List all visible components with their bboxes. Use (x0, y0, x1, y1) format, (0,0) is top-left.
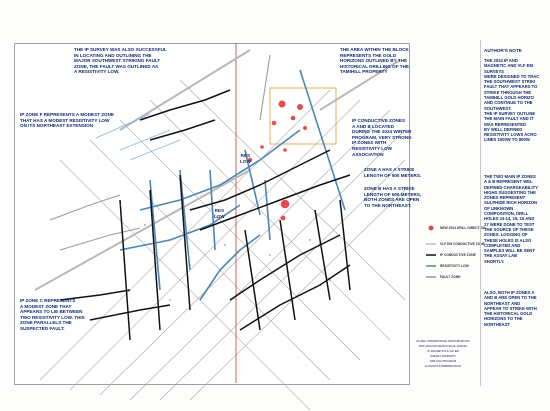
legend-item-vlf: VLF EM CONDUCTIVE ZONE (440, 242, 485, 246)
note-zones-ab: IP CONDUCTIVE ZONES A AND B LOCATED DURING THE 2024 WINTER PROGRAM, VERY STRONG IP ZONES WITH RESISTIVITY LOW ASSOCIATION (352, 118, 412, 157)
legend-symbols (426, 226, 436, 278)
legend-item-drill: NEW 2024 DRILL DIRECTION (440, 226, 486, 230)
authors-note-title: AUTHOR'S NOTE (484, 48, 522, 53)
station-dots (119, 204, 330, 300)
authors-note-panel (480, 40, 547, 386)
survey-lines (40, 80, 405, 410)
note-zone-f: IP ZONE F REPRESENTS A MODEST ZONE THAT HAS A MODEST RESISTIVITY LOW ON ITS NORTHEAST EXTENSION (20, 112, 115, 129)
authors-note-paragraph-1: THE 2024 IP AND MAGNETIC AND VLF EM SURVEYS WERE DESIGNED TO TRAC THE SOUTHWEST STRIKI FAULT THAT APPEARS TO STRIKE THROUGH THE TAMIHILL GOLD HORIZO AND CONTINUE TO THE SOUTHWEST. THE IP SURVEY OUTLINE THE MAIN FAULT AND IT WAS REPRESENTED BY WELL DEFINED RESISTIVITY LOWS ACRO LINES 1000W TO 800W (484, 58, 540, 143)
gold-horizon-block (270, 88, 336, 144)
note-zone-b-length: ZONE B HAS A STRIKE LENGTH OF 500 METERS, BOTH ZONES ARE OPEN TO THE NORTHEAST. (364, 186, 422, 208)
res-low-label-1: RES LOW (240, 153, 251, 164)
title-block: GLOBAL INTERNATIONAL RESOURCES INC 2024 GROUND GEOPHYSICAL SURVEY IP, MAGNETICS & VLF EM TAMIHILL PROPERTY DRILLING PROGRAM AUTHOR'S INTERPRETATION (416, 340, 470, 368)
resistivity-lows (120, 70, 345, 300)
legend-item-res-low: RESISTIVITY LOW (440, 264, 469, 268)
authors-note-paragraph-2: THE TWO MAIN IP ZONES A & B REPRESENT WEL DEFINED CHARGEABILITY HIGHS SUGGESTING THE ZONES REPRESENT SULPHIDE RICH HORIZON OF UNKNOWN COMPOSITION, DRILL HOLES 24-14, 15, 16 AND 17 WERE DONE TO TEST THE SOURCE OF THESE ZONES. LOGGING OF THESE HOLES IS ALSO COMPLETED AND SAMPLES WILL BE SENT THE ASSAY LAB SHORTLY. (484, 174, 538, 264)
legend-item-ip: IP CONDUCTIVE ZONE (440, 253, 476, 257)
legend-item-fault: FAULT ZONE (440, 275, 461, 279)
res-low-label-2: RES LOW (214, 208, 225, 219)
note-zone-a-length: ZONE A HAS A STRIKE LENGTH OF 500 METERS. (364, 167, 422, 178)
authors-note-paragraph-3: ALSO, BOTH IP ZONES A AND B ARE OPEN TO THE NORTHEAST AND APPEAR TO STRIKE WITH THE HISTORICAL GOLD HORIZONS TO THE NORTHEAST (484, 290, 537, 327)
note-gold-block: THE AREA WITHIN THE BLOCK REPRESENTS THE GOLD HORIZONS OUTLINED BY THE HISTORICAL DRILLING OF THE TAMIHILL PROPERTY (340, 47, 409, 75)
note-ip-survey-fault: THE IP SURVEY WAS ALSO SUCCESSFUL IN LOCATING AND OUTLINING THE MAJOR SOUTHWEST STRIKING FAULT ZONE, THE FAULT WAS OUTLINED AS A RESISTIVITY LOW. (74, 47, 167, 75)
note-zone-c: IP ZONE C REPRESENTS A MODEST ZONE THAT APPEARS TO LIE BETWEEN TWO RESISTIVITY LOW. THIS ZONE PARALLELS THE SUSPECTED FAULT. (20, 298, 85, 331)
